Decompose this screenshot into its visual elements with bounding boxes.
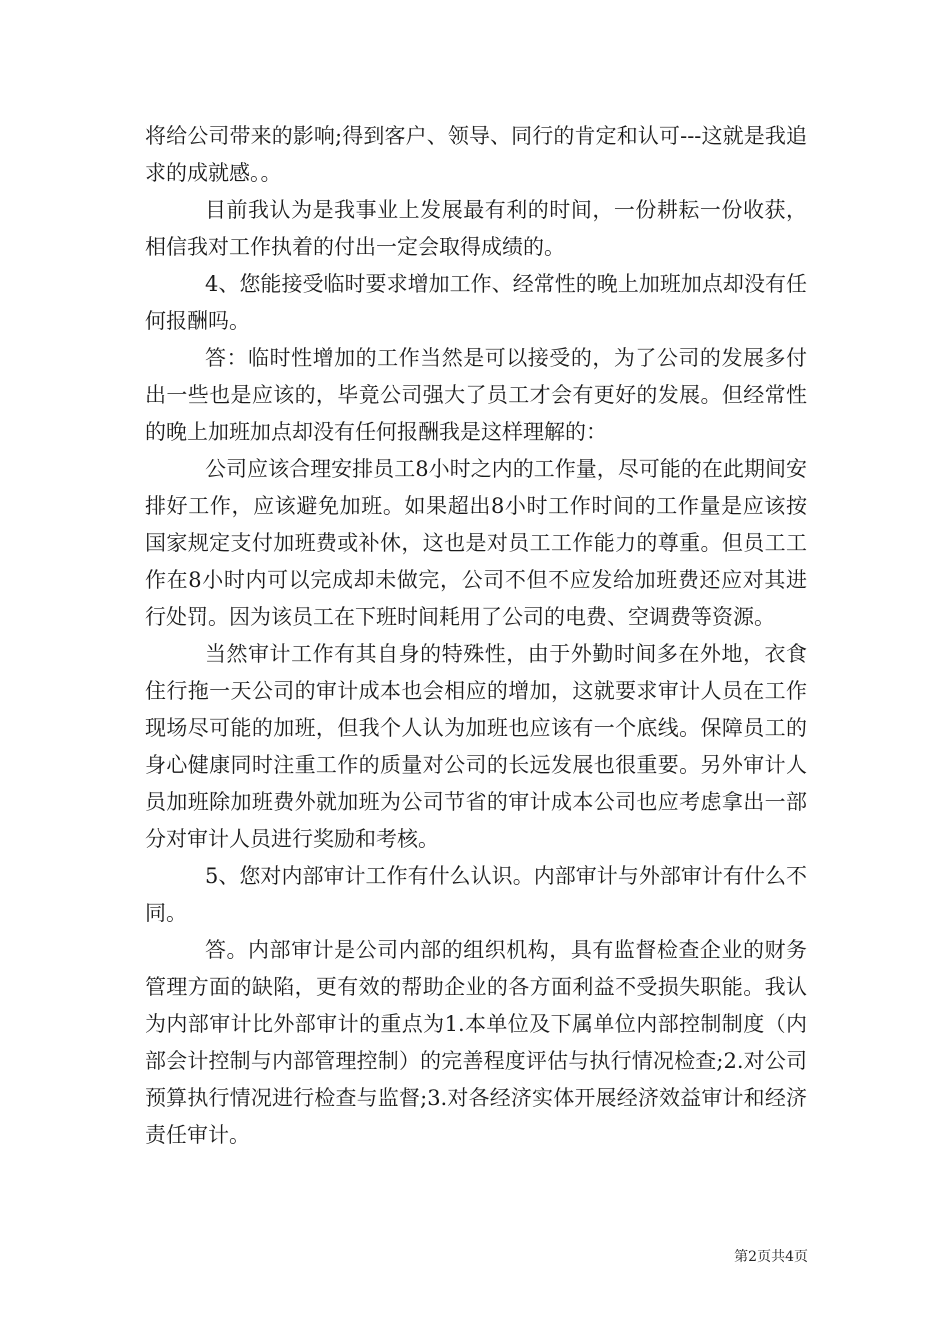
paragraph: 公司应该合理安排员工8小时之内的工作量，尽可能的在此期间安排好工作，应该避免加班。如果超出8小时工作时间的工作量是应该按国家规定支付加班费或补休，这也是对员工工作能力的尊重。但员工工作在8小时内可以完成却未做完，公司不但不应发给加班费还应对其进行处罚。因为该员工在下班时间耗用了公司的电费、空调费等资源。 xyxy=(145,457,807,629)
paragraph: 当然审计工作有其自身的特殊性，由于外勤时间多在外地，衣食住行拖一天公司的审计成本也会相应的增加，这就要求审计人员在工作现场尽可能的加班，但我个人认为加班也应该有一个底线。保障员工的身心健康同时注重工作的质量对公司的长远发展也很重要。另外审计人员加班除加班费外就加班为公司节省的审计成本公司也应考虑拿出一部分对审计人员进行奖励和考核。 xyxy=(145,642,807,851)
answer-5: 答。内部审计是公司内部的组织机构，具有监督检查企业的财务管理方面的缺陷，更有效的帮助企业的各方面利益不受损失职能。我认为内部审计比外部审计的重点为1.本单位及下属单位内部控制制度（内部会计控制与内部管理控制）的完善程度评估与执行情况检查;2.对公司预算执行情况进行检查与监督;3.对各经济实体开展经济效益审计和经济责任审计。 xyxy=(145,938,807,1147)
document-body xyxy=(145,118,807,1154)
question-5: 5、您对内部审计工作有什么认识。内部审计与外部审计有什么不同。 xyxy=(145,864,807,925)
page-number: 第2页共4页 xyxy=(734,1249,808,1265)
question-4: 4、您能接受临时要求增加工作、经常性的晚上加班加点却没有任何报酬吗。 xyxy=(145,272,807,333)
paragraph-continued: 将给公司带来的影响;得到客户、领导、同行的肯定和认可---这就是我追求的成就感。。 xyxy=(145,124,807,185)
paragraph: 目前我认为是我事业上发展最有利的时间，一份耕耘一份收获，相信我对工作执着的付出一定会取得成绩的。 xyxy=(145,198,807,259)
answer-4: 答：临时性增加的工作当然是可以接受的，为了公司的发展多付出一些也是应该的，毕竟公司强大了员工才会有更好的发展。但经常性的晚上加班加点却没有任何报酬我是这样理解的： xyxy=(145,346,807,444)
